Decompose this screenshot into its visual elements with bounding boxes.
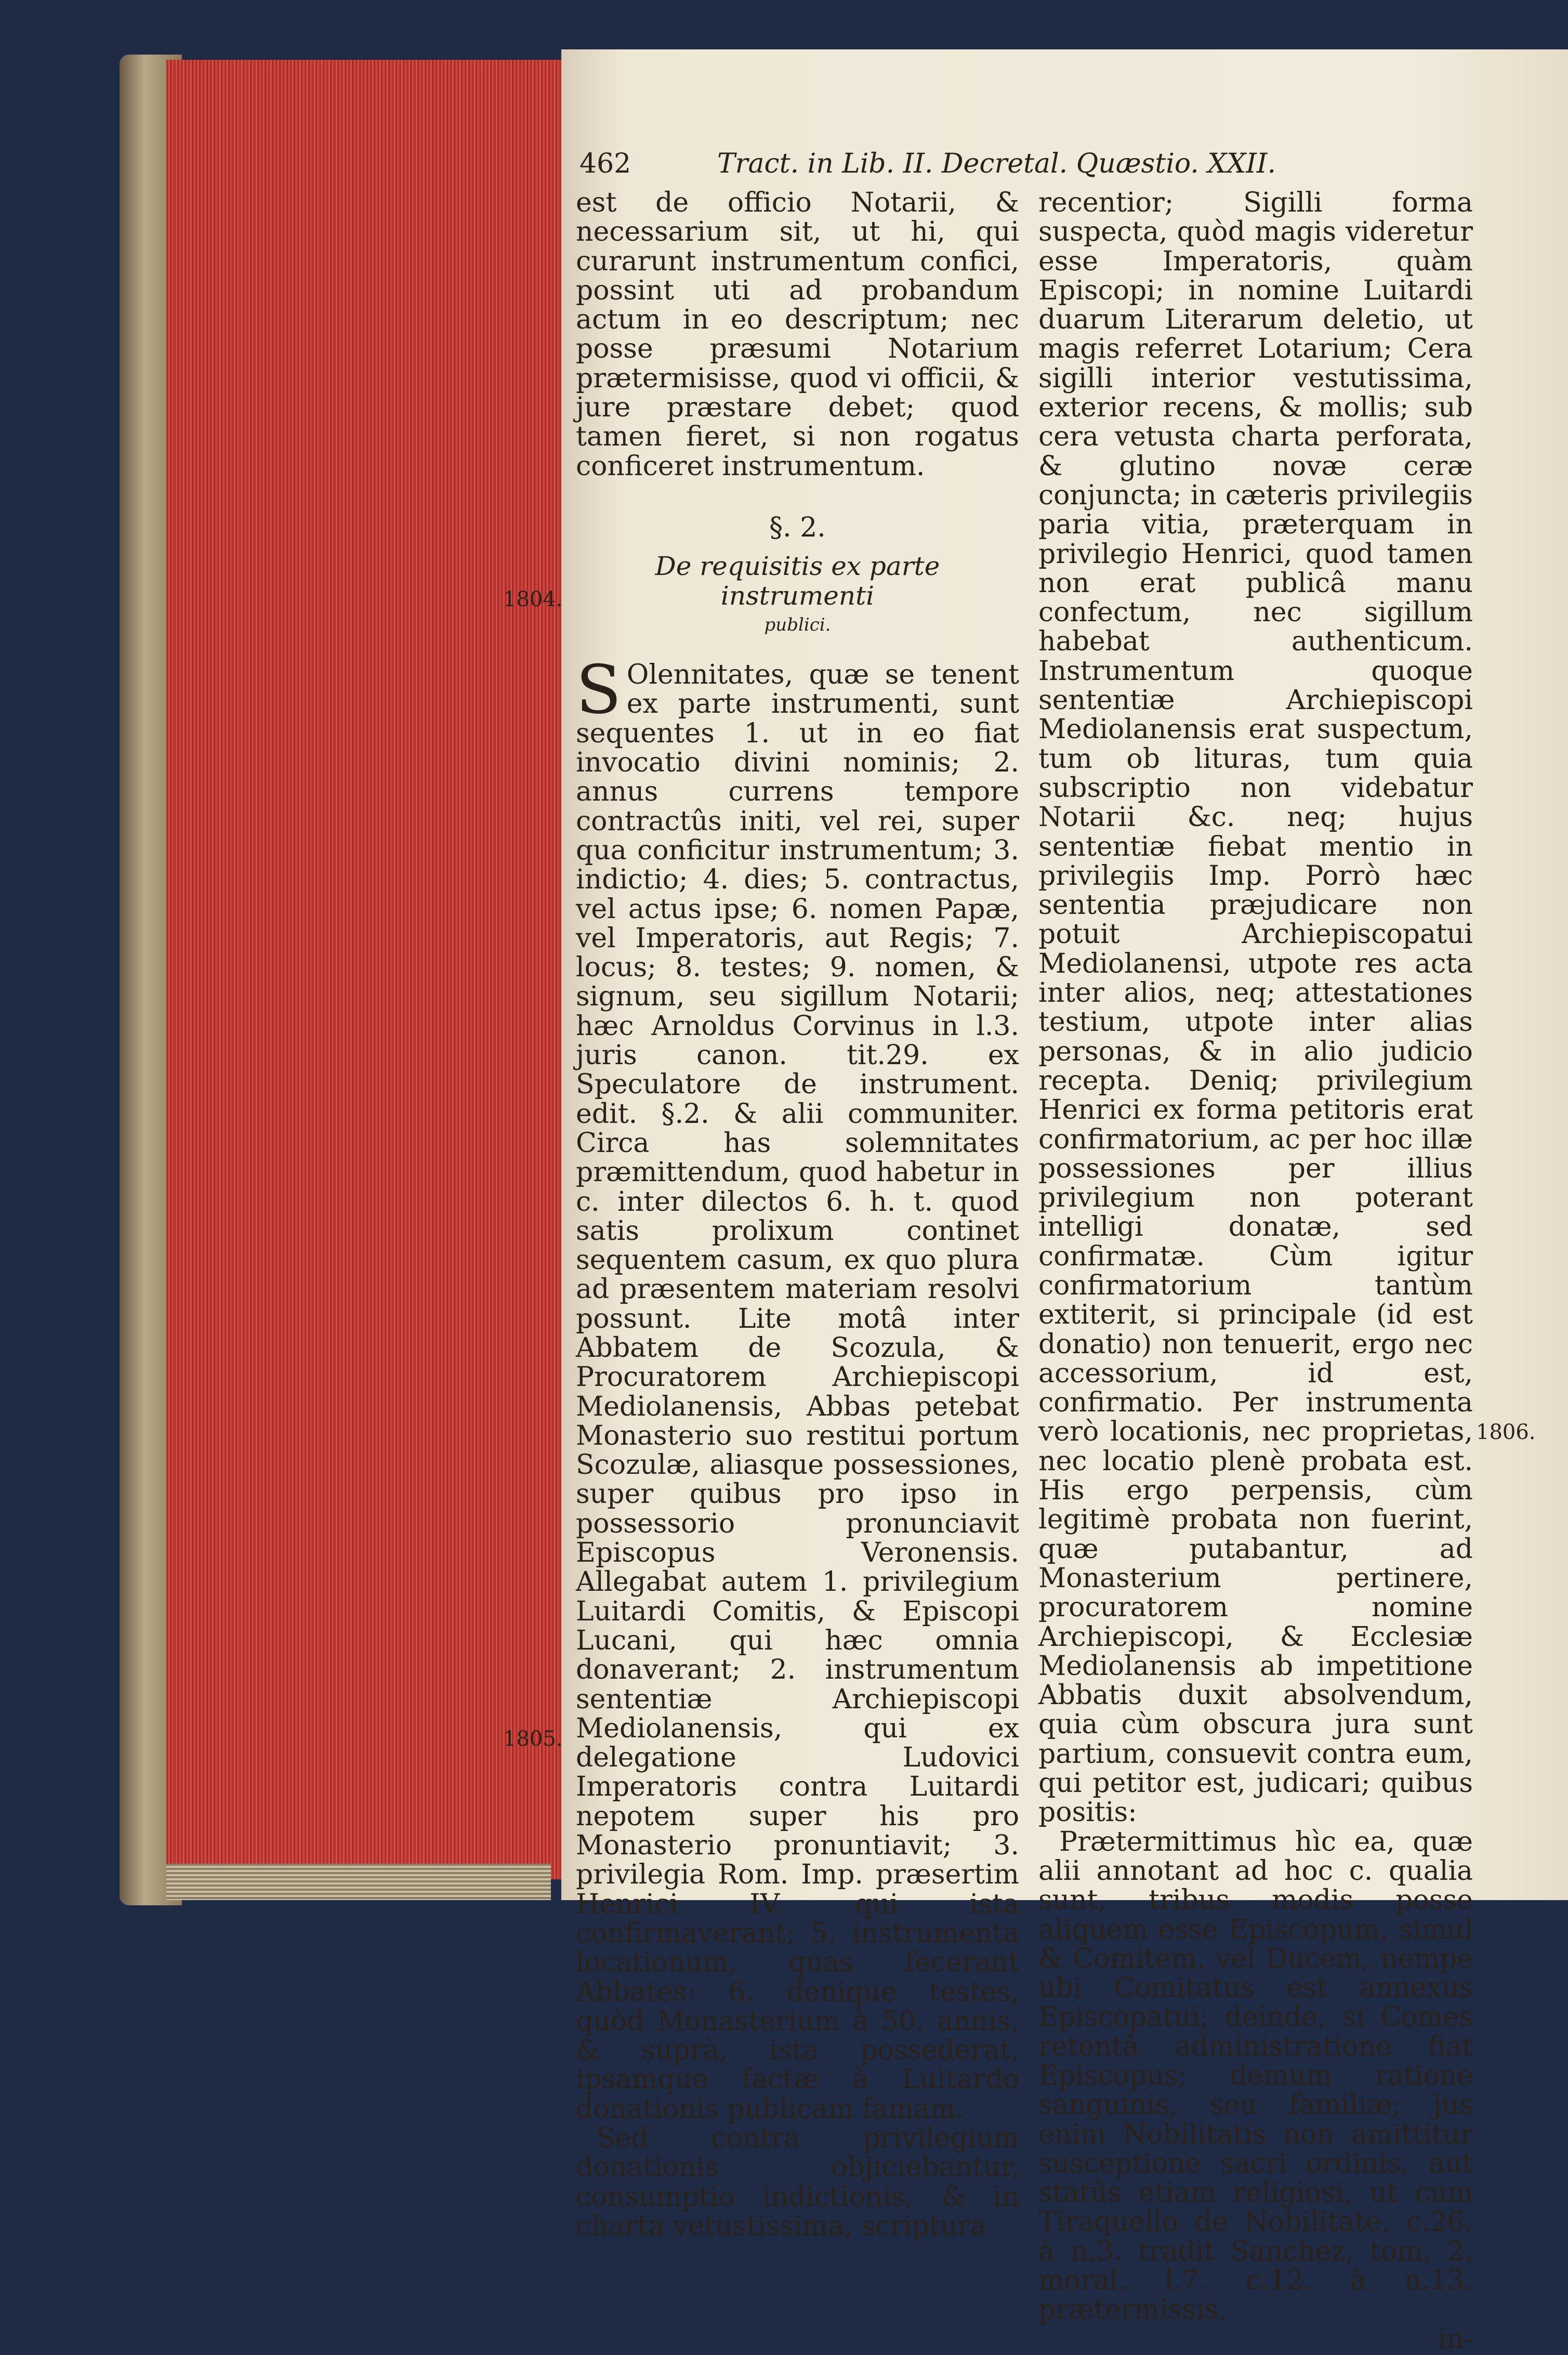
paragraph-recentior: recentior; Sigilli forma suspecta, quòd magis videretur esse Imperatoris, quàm Episcopi; in nomine Luitardi duarum Literarum deletio, ut magis referret Lotarium; Cera sigilli interior vestutissima, exterior recens, & mollis; sub cera vetusta charta perforata, & glutino novæ ceræ conjuncta; in cæteris privilegiis paria vitia, præterquam in privilegio Henrici, quod tamen non erat publicâ manu confectum, nec sigillum habebat authenticum. Instrumentum quoque sententiæ Archiepiscopi Mediolanensis erat suspectum, tum ob lituras, tum quia subscriptio non videbatur Notarii &c. neq; hujus sententiæ fiebat mentio in privilegiis Imp. Porrò hæc sententia præjudicare non potuit Archiepiscopatui Mediolanensi, utpote res acta inter alios, neq; attestationes testium, utpote inter alias personas, & in alio judicio recepta. Deniq; privilegium Henrici ex forma petitoris erat confirmatorium, ac per hoc illæ possessiones per illius privilegium non poterant intelligi donatæ, sed confirmatæ. Cùm igitur confirmatorium tantùm extiterit, si principale (id est donatio) non tenuerit, ergo nec accessorium, id est, confirmatio. Per instrumenta verò locationis, nec proprietas, nec locatio plenè probata est. His ergo perpensis, cùm legitimè probata non fuerint, quæ putabantur, ad Monasterium pertinere, procuratorem nomine Archiepiscopi, & Ecclesiæ Mediolanensis ab impetitione Abbatis duxit absolvendum, quia cùm obscura jura sunt partium, consuevit contra eum, qui petitor est, judicari; quibus positis: <box>1038 187 1473 1828</box>
paragraph-praetermittimus: Prætermittimus hìc ea, quæ alii annotant ad hoc c. qualia sunt, tribus modis posse aliquem esse Episcopum, simul & Comitem, vel Ducem, nempe ubi Comitatus est annexus Episcopatui; deinde, si Comes retentâ administratione fiat Episcopus; demum ratione sanguinis, seu familiæ; jus enim Nobilitatis non amittitur susceptione sacri ordinis, aut statûs etiam religiosi, ut cum Tiraquello de Nobilitate, c.26. à n.3. tradit Sanchez, tom. 2. moral. l.7. c.12. à n.13. prætermissis, <box>1038 1826 1473 2326</box>
right-column <box>1038 188 1473 2354</box>
paragraph-solennitates <box>576 651 1019 2125</box>
catchword: in- <box>1438 2323 1473 2355</box>
running-title: Tract. in Lib. II. Decretal. Quæstio. XXII. <box>717 148 1276 179</box>
section-heading-line2: publici. <box>764 614 831 635</box>
margin-number-1805: 1805. <box>503 1727 563 1751</box>
page-number: 462 <box>579 148 631 179</box>
section-number: §. 2. <box>769 512 826 543</box>
margin-number-1804: 1804. <box>503 587 563 611</box>
drop-cap: S <box>576 651 622 729</box>
bottom-page-edges <box>166 1864 551 1900</box>
left-column <box>576 188 1019 2241</box>
section-heading: De requisitis ex parte instrumenti <box>655 551 940 611</box>
paragraph-continuation: est de officio Notarii, & necessarium sit, ut hi, qui curarunt instrumentum confici, possint uti ad probandum actum in eo descriptum; nec posse præsumi Notarium prætermisisse, quod vi officii, & jure præstare debet; quod tamen fieret, si non rogatus conficeret instrumentum. <box>576 187 1019 482</box>
paragraph-sed-contra: Sed contra privilegium donationis objiciebantur, consumptio indictionis, & in charta vetustissima, scriptura <box>576 2123 1019 2242</box>
paragraph-text: Olennitates, quæ se tenent ex parte instrumenti, sunt sequentes 1. ut in eo fiat invocatio divini nominis; 2. annus currens tempore contractûs initi, vel rei, super qua conficitur instrumentum; 3. indictio; 4. dies; 5. contractus, vel actus ipse; 6. nomen Papæ, vel Imperatoris, aut Regis; 7. locus; 8. testes; 9. nomen, & signum, seu sigillum Notarii; hæc Arnoldus Corvinus in l.3. juris canon. tit.29. ex Speculatore de instrument. edit. §.2. & alii communiter. Circa has solemnitates præmittendum, quod habetur in c. inter dilectos 6. h. t. quod satis prolixum continet sequentem casum, ex quo plura ad præsentem materiam resolvi possunt. Lite motâ inter Abbatem de Scozula, & Procuratorem Archiepiscopi Mediolanensis, Abbas petebat Monasterio suo restitui portum Scozulæ, aliasque possessiones, super quibus pro ipso in possessorio pronunciavit Episcopus Veronensis. Allegabat autem 1. privilegium Luitardi Comitis, & Episcopi Lucani, qui hæc omnia donaverant; 2. instrumentum sententiæ Archiepiscopi Mediolanensis, qui ex delegatione Ludovici Imperatoris contra Luitardi nepotem super his pro Monasterio pronuntiavit; 3. privilegia Rom. Imp. præsertim Henrici IV. qui ista confirmaverant; 5. instrumenta locationum, quas fecerant Abbates: 6. denique testes, quòd Monasterium à 50. annis, & suprà, ista possederat, ipsamque factæ à Luitardo donationis publicam famam. <box>576 659 1019 2125</box>
red-page-edges <box>166 60 564 1879</box>
margin-number-1806: 1806. <box>1476 1420 1536 1444</box>
